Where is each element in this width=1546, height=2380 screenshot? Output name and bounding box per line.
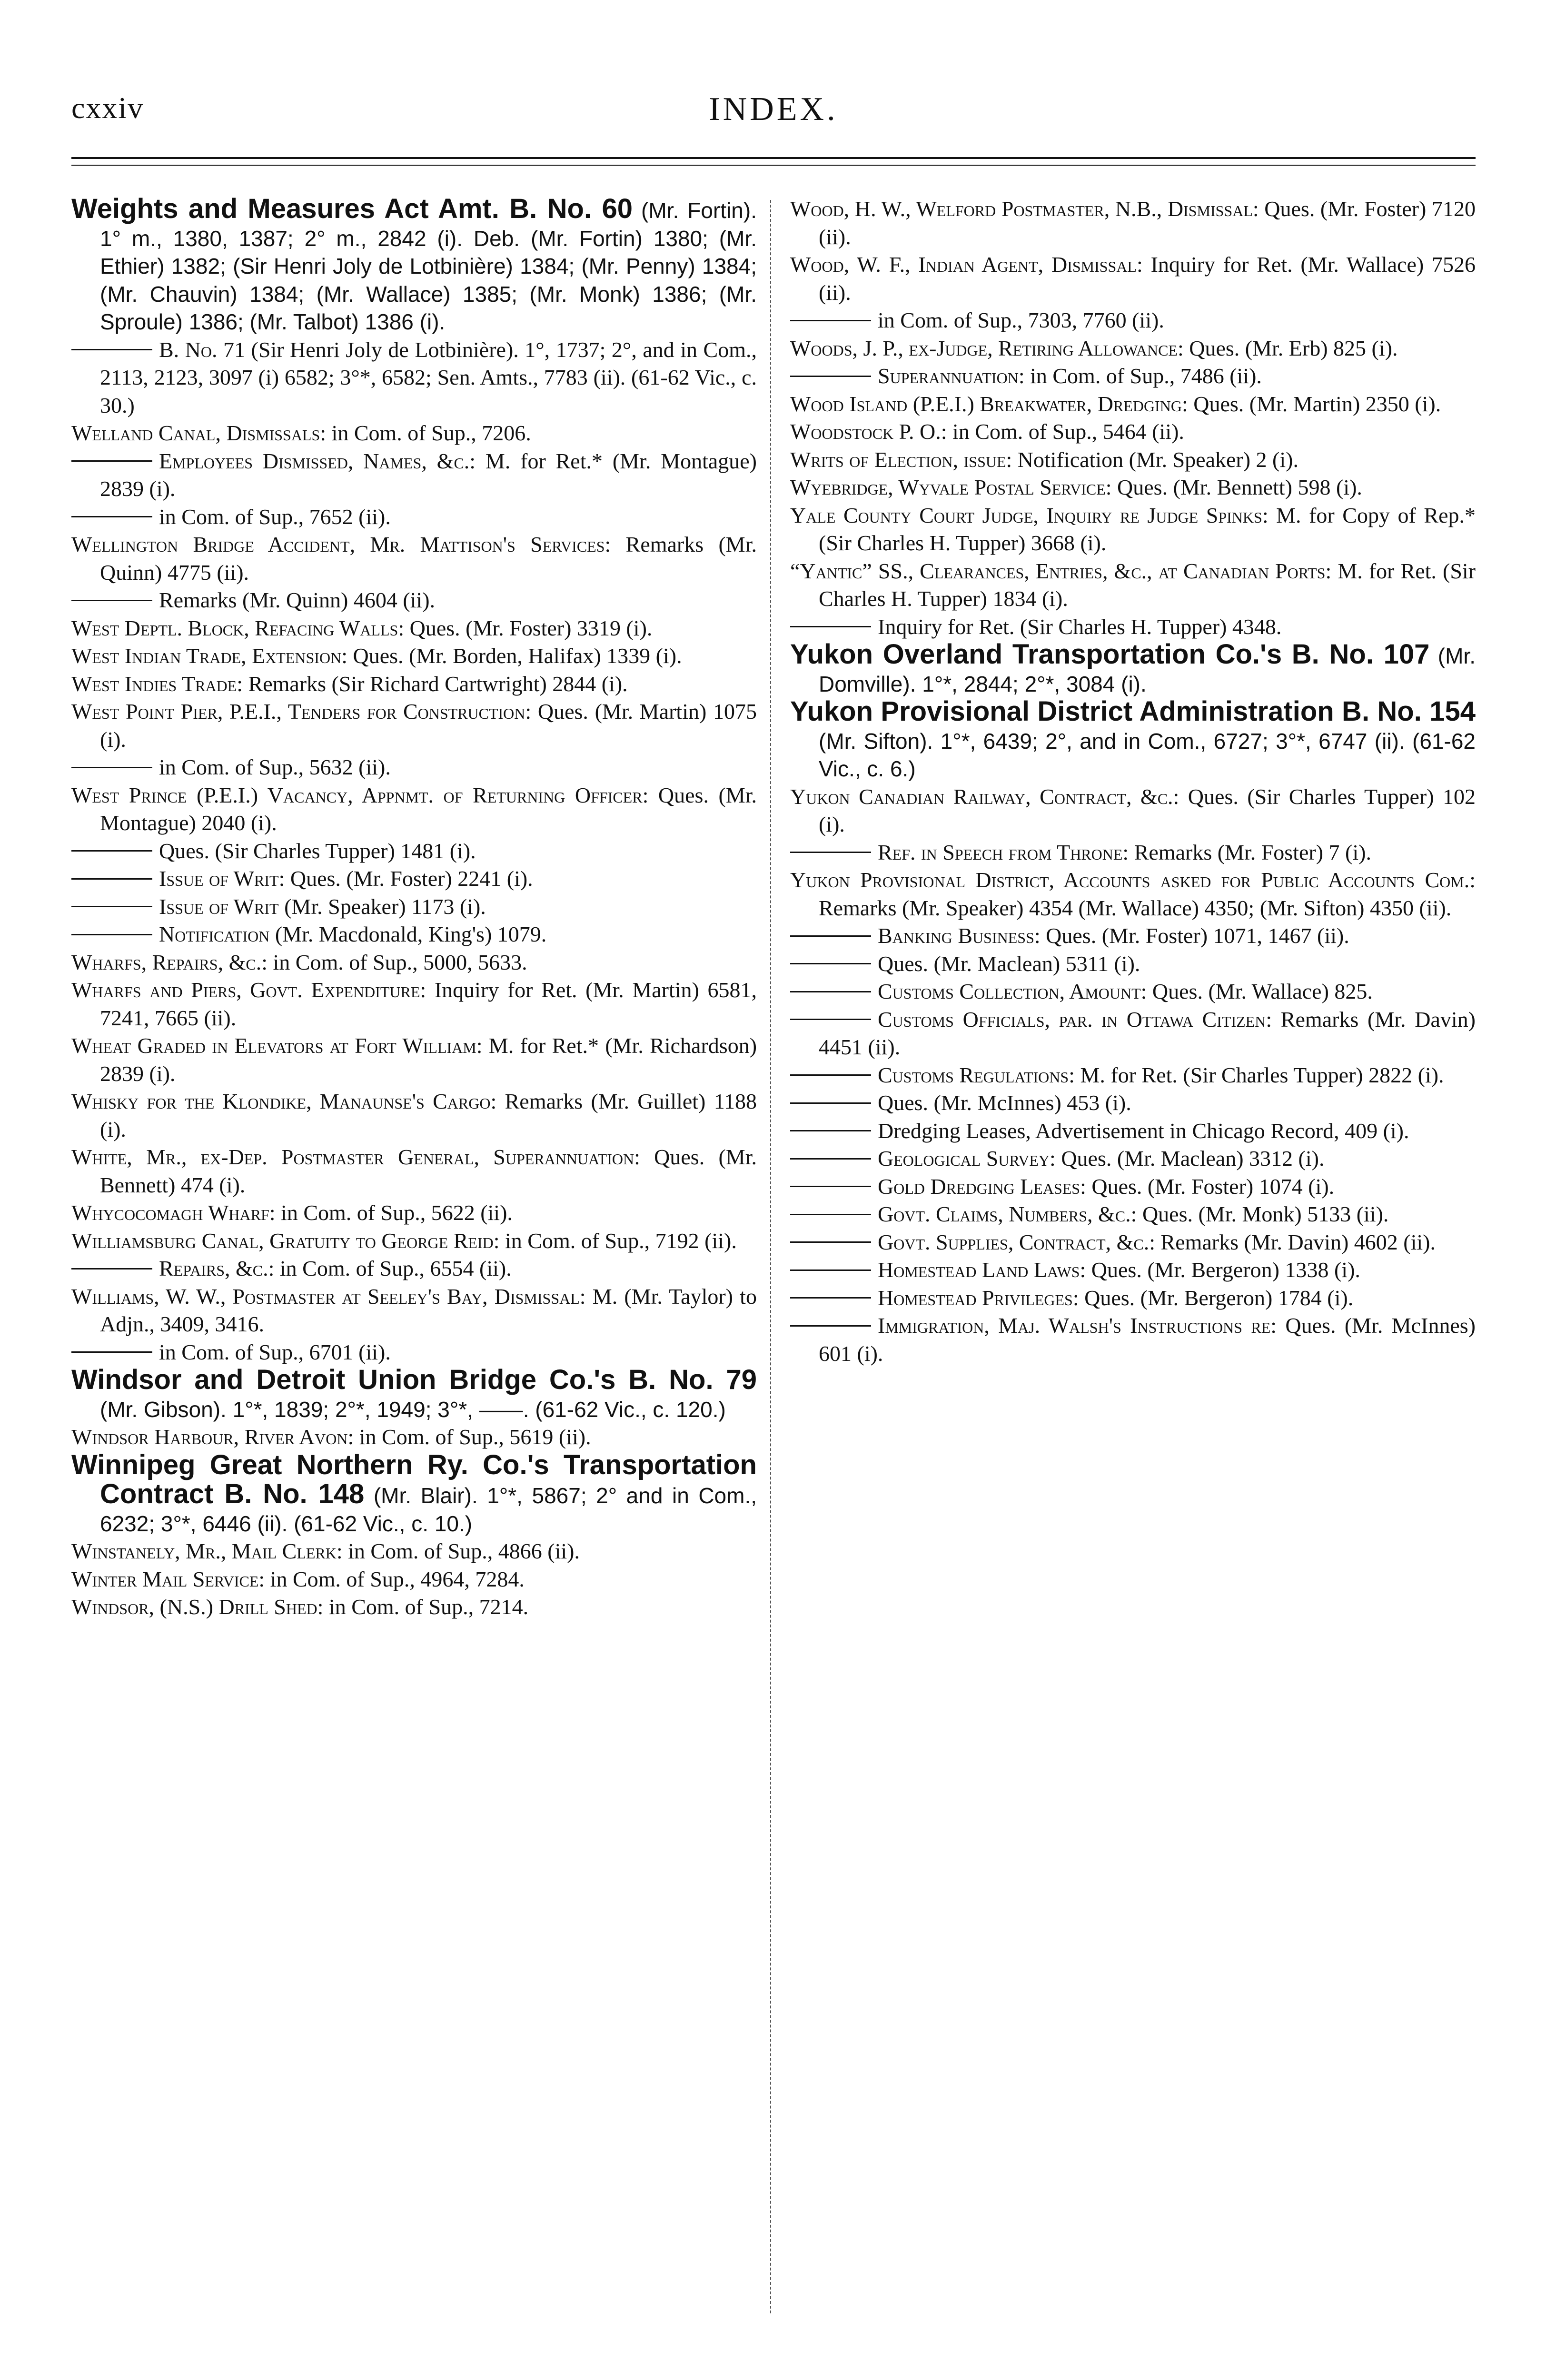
index-entry (819, 1256, 1476, 1284)
entry-heading: White, Mr., ex-Dep. Postmaster General, Superannuation (71, 1145, 634, 1169)
index-entry (819, 362, 1476, 390)
index-entry (71, 642, 757, 670)
index-entry (819, 1061, 1476, 1090)
entry-heading: “Yantic” SS., Clearances, Entries, &c., at Canadian Ports (790, 558, 1326, 583)
index-entry (71, 1566, 757, 1594)
entry-heading: Weights and Measures Act Amt. B. No. 60 (71, 193, 633, 224)
index-entry (819, 1145, 1476, 1173)
entry-heading: Customs Officials, par. in Ottawa Citizen (878, 1007, 1266, 1031)
entry-heading: Superannuation (878, 364, 1019, 388)
entry-reference: : Ques. (Mr. Monk) 5133 (ii). (1130, 1202, 1389, 1226)
index-entry (100, 336, 757, 420)
repeat-dash (790, 1158, 871, 1160)
entry-reference: : Ques. (Mr. Wallace) 825. (1140, 979, 1373, 1003)
entry-heading: Yale County Court Judge, Inquiry re Judge Spinks (790, 503, 1262, 527)
entry-heading: Winter Mail Service (71, 1567, 259, 1591)
entry-reference: : Remarks (Sir Richard Cartwright) 2844 (i). (237, 671, 628, 696)
entry-heading: Welland Canal, Dismissals (71, 421, 320, 445)
index-entry (790, 696, 1476, 783)
entry-heading: Writs of Election, issue (790, 447, 1006, 472)
entry-heading: Repairs, &c. (159, 1256, 268, 1280)
entry-heading: Windsor and Detroit Union Bridge Co.'s B. No. 79 (71, 1364, 757, 1395)
index-entry (819, 922, 1476, 950)
entry-reference: (Mr. Domville). 1°*, 2844; 2°*, 3084 (i). (819, 644, 1476, 696)
index-entry (71, 419, 757, 447)
repeat-dash (71, 850, 152, 852)
entry-reference: : Inquiry for Ret. (Mr. Wallace) 7526 (ii). (819, 252, 1476, 305)
entry-reference: : Ques. (Mr. Foster) 3319 (i). (398, 615, 653, 640)
entry-reference: : in Com. of Sup., 7192 (ii). (493, 1228, 737, 1253)
index-entry (790, 251, 1476, 307)
entry-reference: : in Com. of Sup., 4964, 7284. (258, 1567, 525, 1591)
entry-heading: Yukon Provisional District Administration B. No. 154 (790, 696, 1476, 727)
entry-heading: Wyebridge, Wyvale Postal Service (790, 475, 1106, 499)
repeat-dash (71, 1351, 152, 1353)
repeat-dash (790, 1019, 871, 1020)
entry-reference: : M. for Copy of Rep.* (Sir Charles H. Tupper) 3668 (i). (819, 503, 1476, 555)
entry-reference: : Ques. (Mr. Bennett) 474 (i). (100, 1145, 757, 1197)
entry-heading: Wharfs, Repairs, &c. (71, 950, 262, 974)
entry-reference: : Remarks (Mr. Quinn) 4775 (ii). (100, 532, 757, 585)
entry-heading: Wharfs and Piers, Govt. Expenditure (71, 978, 420, 1002)
index-entry (71, 1199, 757, 1227)
index-entry (819, 1089, 1476, 1117)
entry-reference: : in Com. of Sup., 7486 (ii). (1018, 364, 1262, 388)
entry-reference: : Remarks (Mr. Foster) 7 (i). (1122, 840, 1371, 864)
entry-reference: : Remarks (Mr. Speaker) 4354 (Mr. Wallace) 4350; (Mr. Sifton) 4350 (ii). (819, 868, 1476, 920)
entry-heading: West Point Pier, P.E.I., Tenders for Construction (71, 699, 525, 724)
entry-heading: Geological Survey (878, 1146, 1050, 1170)
index-entry (100, 1255, 757, 1283)
repeat-dash (790, 991, 871, 992)
index-entry (790, 783, 1476, 839)
repeat-dash (71, 934, 152, 935)
entry-reference: : Ques. (Mr. Borden, Halifax) 1339 (i). (341, 644, 682, 668)
index-entry (71, 1364, 757, 1423)
index-entry (790, 418, 1476, 446)
repeat-dash (790, 935, 871, 937)
entry-heading: Windsor, (N.S.) Drill Shed (71, 1595, 317, 1619)
entry-heading: Williams, W. W., Postmaster at Seeley's Bay, Dismissal (71, 1284, 580, 1309)
index-entry (819, 1200, 1476, 1229)
index-entry (790, 639, 1476, 698)
index-entry (819, 613, 1476, 641)
repeat-dash (790, 376, 871, 377)
entry-heading: Immigration, Maj. Walsh's Instructions re (878, 1313, 1271, 1338)
entry-reference: : Remarks (Mr. Guillet) 1188 (i). (100, 1089, 757, 1141)
entry-heading: Whisky for the Klondike, Manaunse's Cargo (71, 1089, 491, 1113)
entry-reference: : M. for Ret.* (Mr. Montague) 2839 (i). (100, 448, 757, 501)
repeat-dash (790, 1269, 871, 1271)
entry-reference: : Ques. (Sir Charles Tupper) 102 (i). (819, 784, 1476, 836)
entry-heading: Govt. Claims, Numbers, &c. (878, 1202, 1131, 1226)
entry-reference: Dredging Leases, Advertisement in Chicago Record, 409 (i). (878, 1118, 1409, 1143)
index-entry (819, 1006, 1476, 1061)
index-entry (100, 893, 757, 921)
repeat-dash (790, 963, 871, 964)
entry-reference: : Ques. (Mr. Erb) 825 (i). (1177, 336, 1398, 360)
right-column (771, 195, 1476, 2328)
index-entry (819, 307, 1476, 335)
entry-heading: Williamsburg Canal, Gratuity to George Reid (71, 1228, 494, 1253)
index-entry (819, 978, 1476, 1006)
repeat-dash (790, 1297, 871, 1299)
entry-reference: : Ques. (Mr. Bergeron) 1338 (i). (1080, 1258, 1360, 1282)
index-entry (819, 1229, 1476, 1257)
page-title: INDEX. (709, 91, 838, 128)
repeat-dash (790, 1325, 871, 1327)
index-entry (819, 1173, 1476, 1201)
index-entry (790, 335, 1476, 363)
entry-reference: : Inquiry for Ret. (Mr. Martin) 6581, 7241, 7665 (ii). (100, 978, 757, 1030)
index-entry (790, 195, 1476, 251)
entry-reference: : M. for Ret. (Sir Charles H. Tupper) 1834 (i). (819, 558, 1476, 611)
repeat-dash (71, 349, 152, 350)
entry-reference: : Ques. (Mr. Foster) 1071, 1467 (ii). (1034, 923, 1349, 948)
entry-heading: Yukon Overland Transportation Co.'s B. No. 107 (790, 639, 1430, 670)
index-entry (71, 615, 757, 643)
repeat-dash (790, 1241, 871, 1243)
repeat-dash (71, 767, 152, 768)
entry-heading: Ref. in Speech from Throne (878, 840, 1123, 864)
entry-reference: Ques. (Mr. McInnes) 453 (i). (878, 1091, 1131, 1115)
index-entry (100, 865, 757, 893)
entry-heading: Customs Regulations (878, 1062, 1069, 1087)
entry-reference: : Ques. (Mr. Maclean) 3312 (i). (1050, 1146, 1325, 1170)
entry-reference: : in Com. of Sup., 7206. (320, 421, 531, 445)
entry-heading: Customs Collection, Amount (878, 979, 1141, 1003)
entry-reference: (Mr. Sifton). 1°*, 6439; 2°, and in Com., 6727; 3°*, 6747 (ii). (61-62 Vic., c. 6.) (819, 728, 1476, 781)
repeat-dash (790, 1074, 871, 1076)
entry-reference: Ques. (Sir Charles Tupper) 1481 (i). (159, 838, 476, 863)
index-entry (71, 1227, 757, 1255)
index-entry (100, 754, 757, 782)
index-entry (71, 1537, 757, 1566)
index-entry (819, 1117, 1476, 1145)
entry-reference: in Com. of Sup., 5632 (ii). (159, 755, 391, 779)
index-entry (71, 531, 757, 586)
index-entry (819, 1312, 1476, 1368)
index-entry (71, 1088, 757, 1143)
index-entry (819, 839, 1476, 867)
repeat-dash (71, 878, 152, 880)
repeat-dash (71, 906, 152, 907)
entry-reference: : in Com. of Sup., 6554 (ii). (268, 1256, 512, 1280)
repeat-dash (790, 1130, 871, 1131)
entry-reference: : Ques. (Mr. Martin) 2350 (i). (1181, 391, 1441, 416)
entry-reference: : in Com. of Sup., 5000, 5633. (261, 950, 527, 974)
entry-reference: : in Com. of Sup., 4866 (ii). (336, 1539, 580, 1563)
entry-heading: Wood, H. W., Welford Postmaster, N.B., Dismissal (790, 197, 1253, 221)
entry-heading: Gold Dredging Leases (878, 1174, 1080, 1199)
entry-heading: Whycocomagh Wharf (71, 1200, 269, 1225)
entry-reference: Remarks (Mr. Quinn) 4604 (ii). (159, 588, 436, 612)
entry-reference: : in Com. of Sup., 7214. (317, 1595, 529, 1619)
entry-reference: : Ques. (Mr. Martin) 1075 (i). (100, 699, 757, 752)
entry-heading: Notification (159, 922, 270, 946)
index-entry (100, 503, 757, 531)
index-entry (790, 446, 1476, 474)
entry-heading: Yukon Canadian Railway, Contract, &c. (790, 784, 1173, 809)
index-entry (790, 390, 1476, 418)
entry-reference: (Mr. Blair). 1°*, 5867; 2° and in Com., 6232; 3°*, 6446 (ii). (61-62 Vic., c. 10.) (100, 1483, 757, 1536)
entry-reference: (Mr. Speaker) 1173 (i). (278, 894, 486, 919)
entry-reference: : Ques. (Mr. Foster) 7120 (ii). (819, 197, 1476, 249)
index-columns (71, 195, 1476, 2328)
entry-reference: : Ques. (Mr. McInnes) 601 (i). (819, 1313, 1476, 1366)
repeat-dash (790, 1102, 871, 1104)
entry-reference: : Ques. (Mr. Bergeron) 1784 (i). (1072, 1285, 1354, 1310)
entry-reference: : in Com. of Sup., 5622 (ii). (269, 1200, 513, 1225)
index-entry (71, 1143, 757, 1199)
repeat-dash (790, 852, 871, 853)
index-entry (71, 1449, 757, 1538)
index-entry (71, 1283, 757, 1339)
entry-reference: : in Com. of Sup., 5619 (ii). (347, 1425, 591, 1449)
index-entry (100, 586, 757, 615)
entry-heading: West Prince (P.E.I.) Vacancy, Appnmt. of Returning Officer (71, 783, 643, 807)
index-entry (71, 1423, 757, 1451)
entry-reference: : Ques. (Mr. Foster) 1074 (i). (1080, 1174, 1335, 1199)
entry-reference: (Sir Henri Joly de Lotbinière). 1°, 1737; 2°, and in Com., 2113, 2123, 3097 (i) 6582; 3°*, 6582; Sen. Amts., 7783 (ii). (61-62 Vic., c. 30.) (100, 337, 757, 417)
entry-reference: : Remarks (Mr. Davin) 4602 (ii). (1149, 1230, 1436, 1254)
entry-reference: (Mr. Fortin). 1° m., 1380, 1387; 2° m., 2842 (i). Deb. (Mr. Fortin) 1380; (Mr. Ethier) 1382; (Sir Henri Joly de Lotbinière) 1384; (Mr. Penny) 1384; (Mr. Chauvin) 1384; (Mr. Wallace) 1385; (Mr. Monk) 1386; (Mr. Sproule) 1386; (Mr. Talbot) 1386 (i). (100, 198, 757, 334)
index-entry (71, 698, 757, 754)
index-page (71, 90, 1476, 2328)
entry-reference: Ques. (Mr. Maclean) 5311 (i). (878, 951, 1140, 976)
entry-heading: Homestead Land Laws (878, 1258, 1080, 1282)
index-entry (100, 921, 757, 949)
header-rule-thin (71, 165, 1476, 166)
entry-reference: Inquiry for Ret. (Sir Charles H. Tupper) 4348. (878, 614, 1282, 639)
entry-heading: Wood Island (P.E.I.) Breakwater, Dredging (790, 391, 1182, 416)
index-entry (790, 502, 1476, 557)
entry-reference: : Ques. (Mr. Bennett) 598 (i). (1105, 475, 1362, 499)
index-entry (100, 447, 757, 503)
page-number: cxxiv (71, 91, 144, 125)
entry-reference: (Mr. Gibson). 1°*, 1839; 2°*, 1949; 3°*, ——. (61-62 Vic., c. 120.) (100, 1397, 726, 1422)
header-rule (71, 157, 1476, 159)
entry-reference: in Com. of Sup., 6701 (ii). (159, 1339, 391, 1364)
index-entry (71, 1032, 757, 1088)
index-entry (71, 670, 757, 698)
index-entry (71, 1593, 757, 1621)
entry-reference: : M. (Mr. Taylor) to Adjn., 3409, 3416. (100, 1284, 757, 1336)
repeat-dash (71, 460, 152, 462)
index-entry (71, 782, 757, 837)
entry-heading: West Deptl. Block, Refacing Walls (71, 615, 398, 640)
index-entry (790, 474, 1476, 502)
entry-heading: B. No. 71 (159, 337, 246, 362)
entry-heading: Banking Business (878, 923, 1034, 948)
entry-heading: Homestead Privileges (878, 1285, 1073, 1310)
index-entry (71, 976, 757, 1032)
repeat-dash (790, 320, 871, 321)
entry-reference: (Mr. Macdonald, King's) 1079. (269, 922, 547, 946)
index-entry (100, 1339, 757, 1367)
repeat-dash (71, 1268, 152, 1269)
entry-heading: West Indian Trade, Extension (71, 644, 342, 668)
index-entry (819, 1284, 1476, 1312)
index-entry (71, 193, 757, 336)
entry-reference: : Remarks (Mr. Davin) 4451 (ii). (819, 1007, 1476, 1059)
index-entry (790, 866, 1476, 922)
repeat-dash (71, 516, 152, 517)
entry-heading: Woods, J. P., ex-Judge, Retiring Allowance (790, 336, 1178, 360)
entry-heading: Woodstock P. O. (790, 419, 941, 444)
entry-heading: Wheat Graded in Elevators at Fort William (71, 1033, 476, 1058)
index-entry (71, 949, 757, 977)
entry-reference: : Notification (Mr. Speaker) 2 (i). (1006, 447, 1298, 472)
entry-heading: Issue of Writ (159, 894, 279, 919)
index-entry (819, 950, 1476, 978)
entry-reference: in Com. of Sup., 7303, 7760 (ii). (878, 308, 1164, 332)
entry-reference: : Ques. (Mr. Montague) 2040 (i). (100, 783, 757, 835)
entry-reference: in Com. of Sup., 7652 (ii). (159, 504, 391, 529)
entry-heading: Issue of Writ (159, 866, 279, 891)
entry-reference: : M. for Ret. (Sir Charles Tupper) 2822 (i). (1069, 1062, 1444, 1087)
entry-heading: Yukon Provisional District, Accounts asked for Public Accounts Com. (790, 868, 1470, 892)
entry-reference: : in Com. of Sup., 5464 (ii). (941, 419, 1184, 444)
index-entry (790, 557, 1476, 613)
entry-reference: : M. for Ret.* (Mr. Richardson) 2839 (i). (100, 1033, 757, 1086)
entry-reference: : Ques. (Mr. Foster) 2241 (i). (278, 866, 533, 891)
repeat-dash (790, 626, 871, 627)
entry-heading: West Indies Trade (71, 671, 237, 696)
entry-heading: Wellington Bridge Accident, Mr. Mattison's Services (71, 532, 605, 556)
entry-heading: Employees Dismissed, Names, &c. (159, 448, 470, 473)
entry-heading: Govt. Supplies, Contract, &c. (878, 1230, 1150, 1254)
entry-heading: Winstanely, Mr., Mail Clerk (71, 1539, 337, 1563)
index-entry (100, 837, 757, 865)
page-header (71, 90, 1476, 148)
left-column (71, 195, 770, 2328)
entry-heading: Winnipeg Great Northern Ry. Co.'s Transportation Contract B. No. 148 (71, 1449, 757, 1509)
repeat-dash (790, 1214, 871, 1215)
entry-heading: Windsor Harbour, River Avon (71, 1425, 348, 1449)
entry-heading: Wood, W. F., Indian Agent, Dismissal (790, 252, 1137, 277)
repeat-dash (71, 600, 152, 601)
repeat-dash (790, 1186, 871, 1187)
